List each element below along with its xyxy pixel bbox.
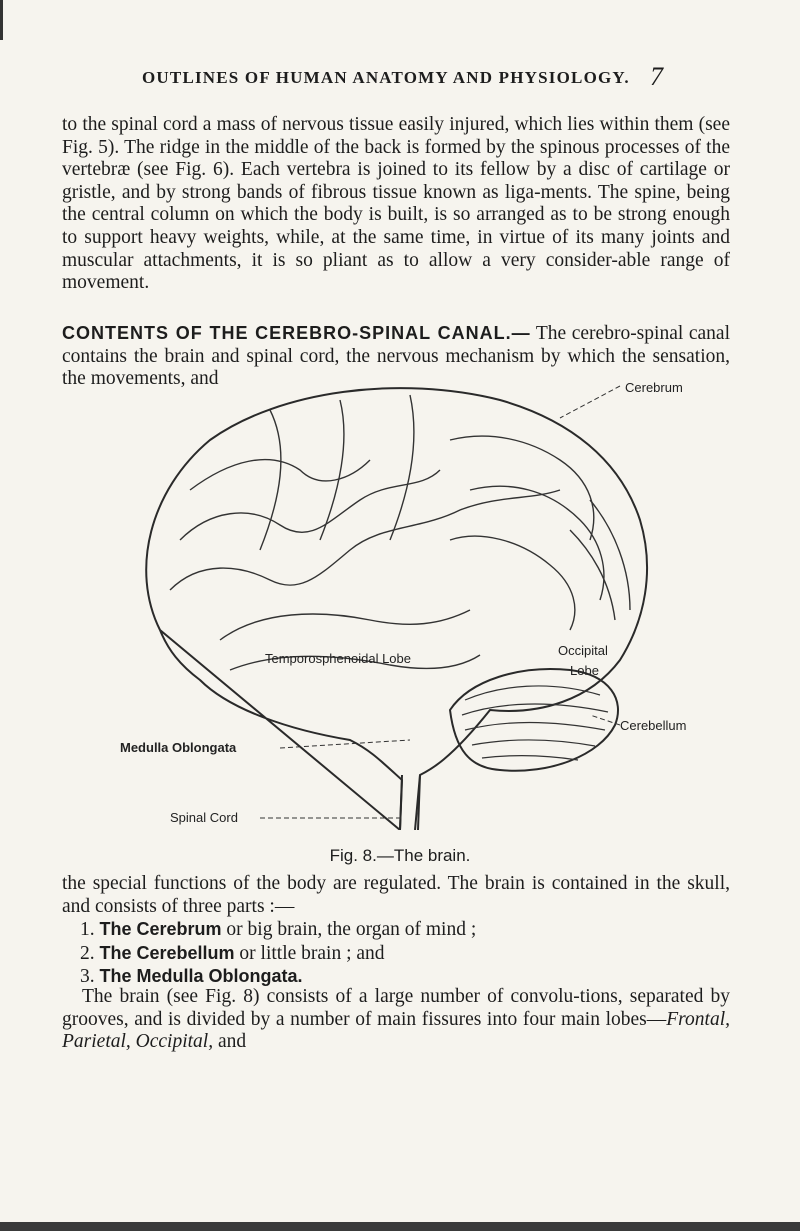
label-occipital: Occipital: [558, 643, 608, 658]
figure-caption: Fig. 8.—The brain.: [329, 846, 471, 865]
running-head: [0, 62, 800, 98]
brain-illustration: [120, 380, 740, 830]
section-heading: CONTENTS OF THE CEREBRO-SPINAL CANAL.—: [62, 323, 531, 343]
medulla-leader: [280, 740, 410, 748]
page-edge-line: [0, 0, 3, 40]
cerebellum-folds: [462, 686, 608, 760]
label-cerebellum: Cerebellum: [620, 718, 687, 733]
label-spinal-cord: Spinal Cord: [170, 810, 238, 825]
list-item: 2. The Cerebellum or little brain ; and: [80, 942, 385, 964]
scan-bottom-edge: [0, 1222, 800, 1231]
convolutions: [170, 395, 630, 670]
page-number: 7: [650, 62, 663, 91]
paragraph-special-functions: the special functions of the body are regulated. The brain is contained in the skull, and consists of three parts :—: [62, 873, 730, 917]
label-cerebrum: Cerebrum: [625, 380, 683, 395]
label-lobe: Lobe: [570, 663, 599, 678]
cerebellum-leader: [590, 715, 620, 725]
cerebrum-outline: [146, 388, 647, 830]
list-item: 3. The Medulla Oblongata.: [80, 966, 303, 988]
brain-parts-list: [80, 918, 730, 989]
paragraph-spine: to the spinal cord a mass of nervous tissue easily injured, which lies within them (see Fig. 5). The ridge in the middle of the back is formed by the spinous processes of the vertebræ (see Fig. 6). Each vertebra is joined to its fellow by a disc of cartilage or gristle, and by strong bands of fibrous tissue known as liga-ments. The spine, being the central column on which the body is built, is so arranged as to be strong enough to support heavy weights, while, at the same time, in virtue of its many joints and muscular attachments, it is so pliant as to allow a very consider-able range of movement.: [62, 114, 730, 294]
label-medulla: Medulla Oblongata: [120, 740, 237, 755]
cerebrum-leader: [560, 386, 620, 418]
running-title: OUTLINES OF HUMAN ANATOMY AND PHYSIOLOGY.: [142, 68, 630, 87]
list-item: 1. The Cerebrum or big brain, the organ of mind ;: [80, 919, 477, 940]
section-text: The cerebro-spinal canal contains the brain and spinal cord, the nervous mechanism by which the sensation, the movements, and: [62, 323, 730, 390]
label-temporo: Temporosphenoidal Lobe: [265, 651, 411, 666]
brain-figure: [120, 380, 740, 830]
paragraph-convolutions: The brain (see Fig. 8) consists of a large number of convolu-tions, separated by grooves, and is divided by a number of main fissures into four main lobes—Frontal, Parietal, Occipital, and: [62, 986, 730, 1053]
